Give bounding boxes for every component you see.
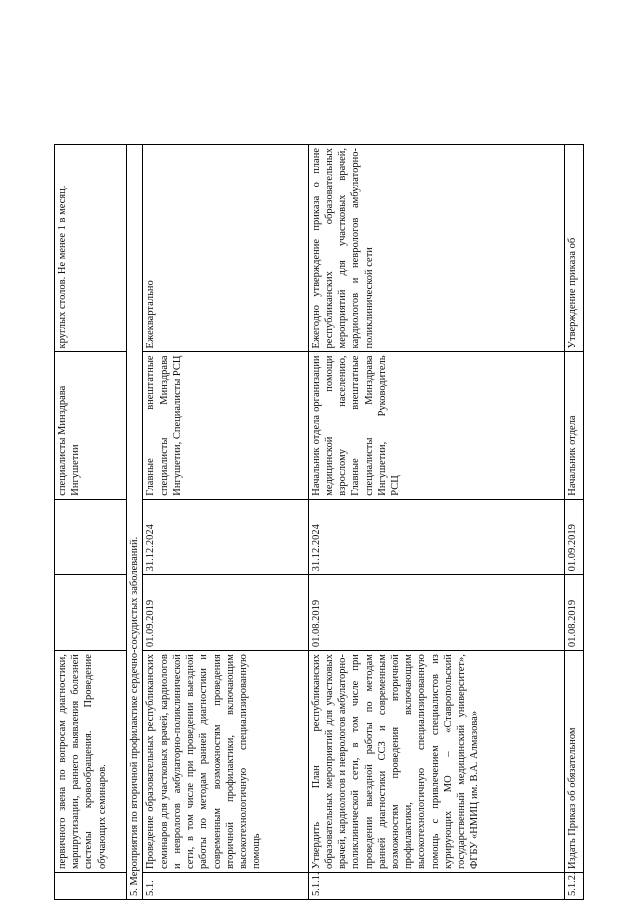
result: Утверждение приказа об (565, 145, 584, 352)
table-row (308, 145, 565, 900)
section-heading: 5. Мероприятия по вторичной профилактике сердечно-сосудистых заболеваний. (126, 145, 143, 900)
result: Ежеквартально (143, 145, 308, 352)
result: Ежегодно утверждение приказа о плане республиканских образовательных мероприятий для участковых врачей, кардиологов и неврологов амбулаторно-поликлинической сети (308, 145, 565, 352)
event-description: Утвердить План республиканских образовательных мероприятий для участковых врачей, кардиологов и неврологов амбулаторно-поликлинической сети, в том числе при проведении выездной работы по методам ранней диагностики ССЗ и современным возможностям проведения вторичной профилактики, включающим высокотехнологичную специализированную помощь с привлечением специалистов из курирующих МО – «Ставропольский государственный медицинский университет», ФГБУ «НМИЦ им. В.А. Алмазова» (308, 651, 565, 873)
event-description: Издать Приказ об обязательном (565, 651, 584, 873)
row-number: 5.1.2. (565, 873, 584, 900)
start-date: 01.08.2019 (565, 575, 584, 651)
responsible: специалисты Минздрава Ингушетии (55, 352, 127, 499)
event-description: Проведение образовательных республиканских семинаров для участковых врачей, кардиологов и неврологов амбулаторно-поликлинической сети, в том числе при проведении выездной работы по методам ранней диагностики и современным возможностям проведения вторичной профилактики, включающим высокотехнологичную специализированную помощь (143, 651, 308, 873)
end-date: 31.12.2024 (143, 499, 308, 575)
responsible: Главные внештатные специалисты Минздрава Ингушетии, Специалисты РСЦ (143, 352, 308, 499)
start-date: 01.09.2019 (143, 575, 308, 651)
table-row (565, 145, 584, 900)
row-number: 5.1. (143, 873, 308, 900)
end-date: 31.12.2024 (308, 499, 565, 575)
result: круглых столов. Не менее 1 в месяц. (55, 145, 127, 352)
row-number (55, 873, 127, 900)
responsible: Начальник отдела (565, 352, 584, 499)
table-row (126, 145, 143, 900)
table-row (143, 145, 308, 900)
start-date: 01.08.2019 (308, 575, 565, 651)
row-number: 5.1.1. (308, 873, 565, 900)
end-date (55, 499, 127, 575)
rotated-page (54, 144, 584, 900)
end-date: 01.09.2019 (565, 499, 584, 575)
table-row (55, 145, 127, 900)
start-date (55, 575, 127, 651)
event-description: первичного звена по вопросам диагностики, маршрутизации, раннего выявления болезней системы кровообращения. Проведение обучающих семинаров. (55, 651, 127, 873)
plan-table (54, 144, 584, 900)
responsible: Начальник отдела организации медицинской помощи взрослому населению, Главные внештатные специалисты Минздрава Ингушетии, Руководитель РСЦ (308, 352, 565, 499)
